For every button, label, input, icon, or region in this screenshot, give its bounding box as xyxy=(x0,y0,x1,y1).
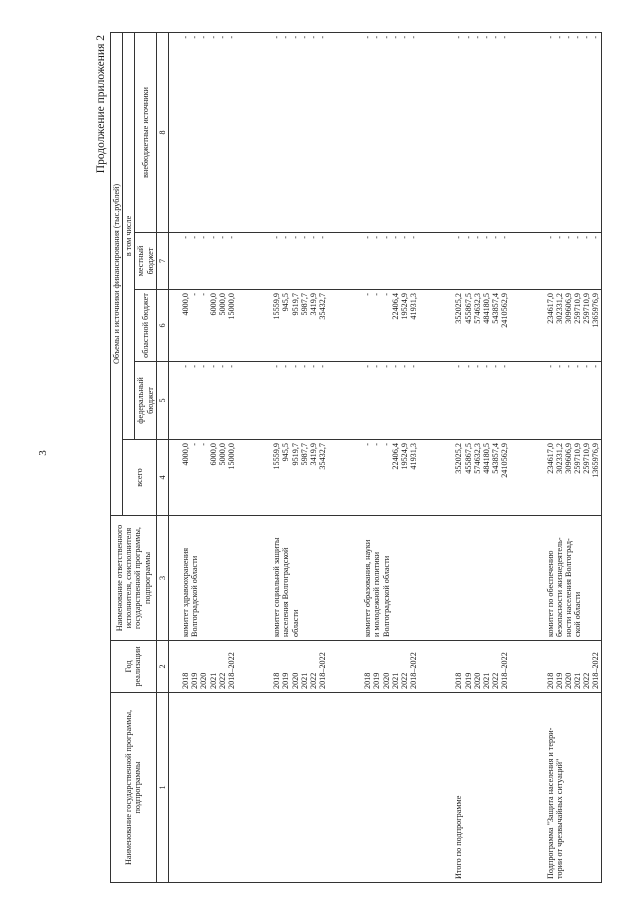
year-value: 2018–2022 xyxy=(318,652,328,689)
total-value: 19524,9 xyxy=(400,443,410,470)
local-budget-value: - xyxy=(491,236,501,239)
total-value: 6000,0 xyxy=(208,443,218,466)
local-budget-value: - xyxy=(454,236,464,239)
program-name xyxy=(363,693,418,883)
local-budget-value: - xyxy=(582,236,592,239)
extra-budget-value: - xyxy=(400,35,410,39)
year-value: 2018 xyxy=(272,672,282,689)
header-total: всего xyxy=(123,440,157,516)
federal-budget-value: - xyxy=(308,365,318,368)
column-number-row xyxy=(156,32,168,882)
extra-budget-value: - xyxy=(500,35,510,39)
regional-budget-value: 4000,0 xyxy=(181,293,191,316)
program-name xyxy=(181,693,236,883)
extra-budget-value: - xyxy=(372,35,382,39)
regional-budget-value: 302331,2 xyxy=(554,293,564,324)
extra-budget-value: - xyxy=(181,35,191,39)
regional-budget-value: 259710,9 xyxy=(582,293,592,324)
regional-budget-value: 15000,0 xyxy=(226,293,236,320)
total-value: 15559,9 xyxy=(272,443,282,470)
header-extra: внебюджетные источники xyxy=(135,32,156,232)
regional-budget-value: - xyxy=(199,293,209,296)
extra-budget-value: - xyxy=(491,35,501,39)
total-value: 455867,5 xyxy=(463,443,473,474)
extra-budget xyxy=(546,32,601,232)
local-budget xyxy=(272,233,327,290)
year-value: 2020 xyxy=(472,672,482,689)
local-budget-value: - xyxy=(554,236,564,239)
extra-budget-value: - xyxy=(217,35,227,39)
table-row xyxy=(546,32,601,882)
header-local: местный бюджет xyxy=(135,233,156,290)
extra-budget-value: - xyxy=(545,35,555,39)
year xyxy=(272,641,327,693)
program-name xyxy=(546,693,601,883)
regional-budget-value: 259710,9 xyxy=(573,293,583,324)
local-budget-value: - xyxy=(381,236,391,239)
year-value: 2022 xyxy=(400,672,410,689)
year-value: 2018–2022 xyxy=(591,652,601,689)
federal-budget-value: - xyxy=(500,365,510,368)
local-budget xyxy=(181,233,236,290)
extra-budget-value: - xyxy=(472,35,482,39)
federal-budget-value: - xyxy=(190,365,200,368)
column-number: 1 xyxy=(156,693,168,883)
extra-budget-value: - xyxy=(582,35,592,39)
federal-budget-value: - xyxy=(290,365,300,368)
total-value: 543857,4 xyxy=(491,443,501,474)
regional-budget-value: 1365976,9 xyxy=(591,293,601,328)
extra-budget-value: - xyxy=(573,35,583,39)
year-value: 2019 xyxy=(281,672,291,689)
federal-budget-value: - xyxy=(481,365,491,368)
regional-budget-value: 309606,9 xyxy=(563,293,573,324)
extra-budget xyxy=(181,32,236,232)
regional-budget-value: 3419,9 xyxy=(308,293,318,316)
total-value: 41931,3 xyxy=(409,443,419,470)
regional-budget xyxy=(272,290,327,362)
total-value: 234617,0 xyxy=(545,443,555,474)
federal-budget-value: - xyxy=(217,365,227,368)
extra-budget-value: - xyxy=(363,35,373,39)
total-value: 945,5 xyxy=(281,443,291,462)
executor-line: и молодежной политики xyxy=(372,551,382,637)
year-value: 2018 xyxy=(181,672,191,689)
local-budget xyxy=(363,233,418,290)
local-budget-value: - xyxy=(199,236,209,239)
federal-budget-value: - xyxy=(463,365,473,368)
year-value: 2018–2022 xyxy=(226,652,236,689)
table-row xyxy=(454,32,509,882)
total xyxy=(454,440,509,516)
local-budget-value: - xyxy=(573,236,583,239)
regional-budget xyxy=(454,290,509,362)
table-body xyxy=(169,32,602,882)
total-value: 15000,0 xyxy=(226,443,236,470)
executor-line: Волгоградской области xyxy=(381,555,391,637)
total-value: - xyxy=(381,443,391,446)
extra-budget-value: - xyxy=(318,35,328,39)
executor-line: ской области xyxy=(573,591,583,637)
year-value: 2018 xyxy=(545,672,555,689)
total-value: 259710,9 xyxy=(573,443,583,474)
regional-budget-value: 6000,0 xyxy=(208,293,218,316)
total-value: 3419,9 xyxy=(308,443,318,466)
table-row xyxy=(363,32,418,882)
regional-budget-value: 484180,5 xyxy=(481,293,491,324)
year xyxy=(181,641,236,693)
federal-budget-value: - xyxy=(563,365,573,368)
federal-budget-value: - xyxy=(582,365,592,368)
extra-budget-value: - xyxy=(554,35,564,39)
federal-budget-value: - xyxy=(454,365,464,368)
header-regional: областной бюджет xyxy=(135,290,156,362)
extra-budget xyxy=(272,32,327,232)
federal-budget-value: - xyxy=(299,365,309,368)
executor-line: комитет по обеспечению xyxy=(545,550,555,637)
year-value: 2021 xyxy=(208,672,218,689)
total xyxy=(181,440,236,516)
regional-budget-value: 35432,7 xyxy=(318,293,328,320)
federal-budget-value: - xyxy=(181,365,191,368)
local-budget-value: - xyxy=(591,236,601,239)
column-number: 6 xyxy=(156,290,168,362)
page-number: 3 xyxy=(36,450,49,456)
regional-budget-value: - xyxy=(381,293,391,296)
extra-budget-value: - xyxy=(199,35,209,39)
year-value: 2019 xyxy=(554,672,564,689)
year-value: 2021 xyxy=(481,672,491,689)
year-value: 2020 xyxy=(199,672,209,689)
local-budget-value: - xyxy=(409,236,419,239)
local-budget-value: - xyxy=(372,236,382,239)
federal-budget-value: - xyxy=(472,365,482,368)
extra-budget-value: - xyxy=(226,35,236,39)
local-budget xyxy=(546,233,601,290)
column-number: 4 xyxy=(156,440,168,516)
column-number: 7 xyxy=(156,233,168,290)
extra-budget-value: - xyxy=(409,35,419,39)
year-value: 2018 xyxy=(363,672,373,689)
extra-budget-value: - xyxy=(208,35,218,39)
total-value: 35432,7 xyxy=(318,443,328,470)
year-value: 2020 xyxy=(563,672,573,689)
extra-budget-value: - xyxy=(281,35,291,39)
header-year: Год реализации xyxy=(111,641,157,693)
regional-budget-value: 455867,5 xyxy=(463,293,473,324)
local-budget-value: - xyxy=(318,236,328,239)
year-value: 2022 xyxy=(491,672,501,689)
regional-budget-value: 2410562,9 xyxy=(500,293,510,328)
local-budget-value: - xyxy=(208,236,218,239)
local-budget-value: - xyxy=(563,236,573,239)
local-budget-value: - xyxy=(217,236,227,239)
federal-budget-value: - xyxy=(272,365,282,368)
total-value: 2410562,9 xyxy=(500,443,510,478)
local-budget-value: - xyxy=(500,236,510,239)
header-executor: Наименование ответственного исполнителя, соисполнителя государственной программы, подпрограммы xyxy=(111,516,157,641)
regional-budget-value: 5000,0 xyxy=(217,293,227,316)
funding-table xyxy=(110,32,602,883)
program-name-line: Итого по подпрограмме xyxy=(454,795,464,879)
year-value: 2022 xyxy=(582,672,592,689)
executor xyxy=(272,516,327,641)
total xyxy=(546,440,601,516)
local-budget-value: - xyxy=(272,236,282,239)
total-value: 302331,2 xyxy=(554,443,564,474)
federal-budget-value: - xyxy=(363,365,373,368)
extra-budget-value: - xyxy=(390,35,400,39)
extra-budget xyxy=(363,32,418,232)
local-budget-value: - xyxy=(390,236,400,239)
executor xyxy=(546,516,601,641)
federal-budget-value: - xyxy=(573,365,583,368)
executor-line: безопасности жизнедеятель- xyxy=(554,537,564,637)
regional-budget-value: 945,5 xyxy=(281,293,291,312)
local-budget-value: - xyxy=(481,236,491,239)
year-value: 2020 xyxy=(381,672,391,689)
federal-budget-value: - xyxy=(381,365,391,368)
local-budget-value: - xyxy=(290,236,300,239)
executor-line: Волгоградской области xyxy=(190,555,200,637)
year-value: 2021 xyxy=(390,672,400,689)
extra-budget xyxy=(454,32,509,232)
federal-budget xyxy=(454,362,509,440)
year-value: 2019 xyxy=(463,672,473,689)
total-value: - xyxy=(372,443,382,446)
federal-budget xyxy=(272,362,327,440)
federal-budget-value: - xyxy=(281,365,291,368)
extra-budget-value: - xyxy=(454,35,464,39)
regional-budget-value: 19524,9 xyxy=(400,293,410,320)
local-budget-value: - xyxy=(226,236,236,239)
total-value: 9519,7 xyxy=(290,443,300,466)
header-funding: Объемы и источники финансирования (тыс.рублей) xyxy=(111,32,123,515)
regional-budget xyxy=(546,290,601,362)
total-value: 4000,0 xyxy=(181,443,191,466)
year xyxy=(546,641,601,693)
executor-line: комитет социальной защиты xyxy=(272,537,282,637)
program-name xyxy=(272,693,327,883)
total xyxy=(272,440,327,516)
year-value: 2018–2022 xyxy=(500,652,510,689)
regional-budget-value: - xyxy=(363,293,373,296)
federal-budget-value: - xyxy=(554,365,564,368)
year-value: 2018 xyxy=(454,672,464,689)
total-value: 309606,9 xyxy=(563,443,573,474)
regional-budget-value: 41931,3 xyxy=(409,293,419,320)
extra-budget-value: - xyxy=(481,35,491,39)
total-value: - xyxy=(199,443,209,446)
column-number: 2 xyxy=(156,641,168,693)
extra-budget-value: - xyxy=(591,35,601,39)
year-value: 2021 xyxy=(573,672,583,689)
local-budget-value: - xyxy=(363,236,373,239)
federal-budget-value: - xyxy=(226,365,236,368)
header-federal: федеральный бюджет xyxy=(135,362,156,440)
federal-budget-value: - xyxy=(545,365,555,368)
program-name-line: тории от чрезвычайных ситуаций" xyxy=(554,758,564,879)
total-value: 259710,9 xyxy=(582,443,592,474)
local-budget-value: - xyxy=(400,236,410,239)
regional-budget-value: 5987,7 xyxy=(299,293,309,316)
local-budget-value: - xyxy=(190,236,200,239)
total-value: 574632,3 xyxy=(472,443,482,474)
federal-budget-value: - xyxy=(390,365,400,368)
year-value: 2021 xyxy=(299,672,309,689)
regional-budget-value: 9519,7 xyxy=(290,293,300,316)
executor xyxy=(363,516,418,641)
extra-budget-value: - xyxy=(381,35,391,39)
federal-budget-value: - xyxy=(409,365,419,368)
extra-budget-value: - xyxy=(308,35,318,39)
local-budget-value: - xyxy=(299,236,309,239)
executor-line: населения Волгоградской xyxy=(281,547,291,637)
local-budget-value: - xyxy=(472,236,482,239)
executor-line: области xyxy=(290,609,300,637)
total-value: - xyxy=(363,443,373,446)
regional-budget-value: - xyxy=(372,293,382,296)
federal-budget-value: - xyxy=(591,365,601,368)
rotated-page xyxy=(93,33,640,883)
table-row xyxy=(272,32,327,882)
year-value: 2022 xyxy=(308,672,318,689)
total-value: 5000,0 xyxy=(217,443,227,466)
table-row xyxy=(181,32,236,882)
year-value: 2020 xyxy=(290,672,300,689)
regional-budget-value: 543857,4 xyxy=(491,293,501,324)
year-value: 2019 xyxy=(190,672,200,689)
extra-budget-value: - xyxy=(563,35,573,39)
total-value: 5987,7 xyxy=(299,443,309,466)
regional-budget xyxy=(181,290,236,362)
federal-budget-value: - xyxy=(491,365,501,368)
local-budget-value: - xyxy=(545,236,555,239)
header-program-name: Наименование государственной программы, подпрограммы xyxy=(111,693,157,883)
local-budget xyxy=(454,233,509,290)
federal-budget xyxy=(181,362,236,440)
column-number: 5 xyxy=(156,362,168,440)
extra-budget-value: - xyxy=(299,35,309,39)
regional-budget-value: 574632,3 xyxy=(472,293,482,324)
extra-budget-value: - xyxy=(190,35,200,39)
year xyxy=(363,641,418,693)
header-including: в том числе xyxy=(123,32,135,439)
column-number: 8 xyxy=(156,32,168,232)
extra-budget-value: - xyxy=(290,35,300,39)
extra-budget-value: - xyxy=(272,35,282,39)
year-value: 2022 xyxy=(217,672,227,689)
extra-budget-value: - xyxy=(463,35,473,39)
year-value: 2018–2022 xyxy=(409,652,419,689)
year xyxy=(454,641,509,693)
federal-budget xyxy=(546,362,601,440)
regional-budget-value: - xyxy=(190,293,200,296)
federal-budget-value: - xyxy=(199,365,209,368)
total-value: 1365976,9 xyxy=(591,443,601,478)
program-name-line: Подпрограмма "Защита населения и терри- xyxy=(545,727,555,879)
regional-budget-value: 352025,2 xyxy=(454,293,464,324)
federal-budget xyxy=(363,362,418,440)
total-value: 22406,4 xyxy=(390,443,400,470)
total-value: - xyxy=(190,443,200,446)
federal-budget-value: - xyxy=(318,365,328,368)
federal-budget-value: - xyxy=(400,365,410,368)
executor xyxy=(454,516,509,641)
continuation-note: Продолжение приложения 2 xyxy=(95,35,107,174)
regional-budget-value: 15559,9 xyxy=(272,293,282,320)
executor xyxy=(181,516,236,641)
executor-line: ности населения Волгоград- xyxy=(563,538,573,637)
regional-budget xyxy=(363,290,418,362)
total-value: 484180,5 xyxy=(481,443,491,474)
local-budget-value: - xyxy=(181,236,191,239)
federal-budget-value: - xyxy=(208,365,218,368)
executor-line: комитет образования, науки xyxy=(363,539,373,637)
total-value: 352025,2 xyxy=(454,443,464,474)
local-budget-value: - xyxy=(463,236,473,239)
local-budget-value: - xyxy=(308,236,318,239)
local-budget-value: - xyxy=(281,236,291,239)
year-value: 2019 xyxy=(372,672,382,689)
column-number: 3 xyxy=(156,516,168,641)
total xyxy=(363,440,418,516)
federal-budget-value: - xyxy=(372,365,382,368)
program-name xyxy=(454,693,509,883)
regional-budget-value: 234617,0 xyxy=(545,293,555,324)
regional-budget-value: 22406,4 xyxy=(390,293,400,320)
executor-line: комитет здравоохранения xyxy=(181,547,191,637)
